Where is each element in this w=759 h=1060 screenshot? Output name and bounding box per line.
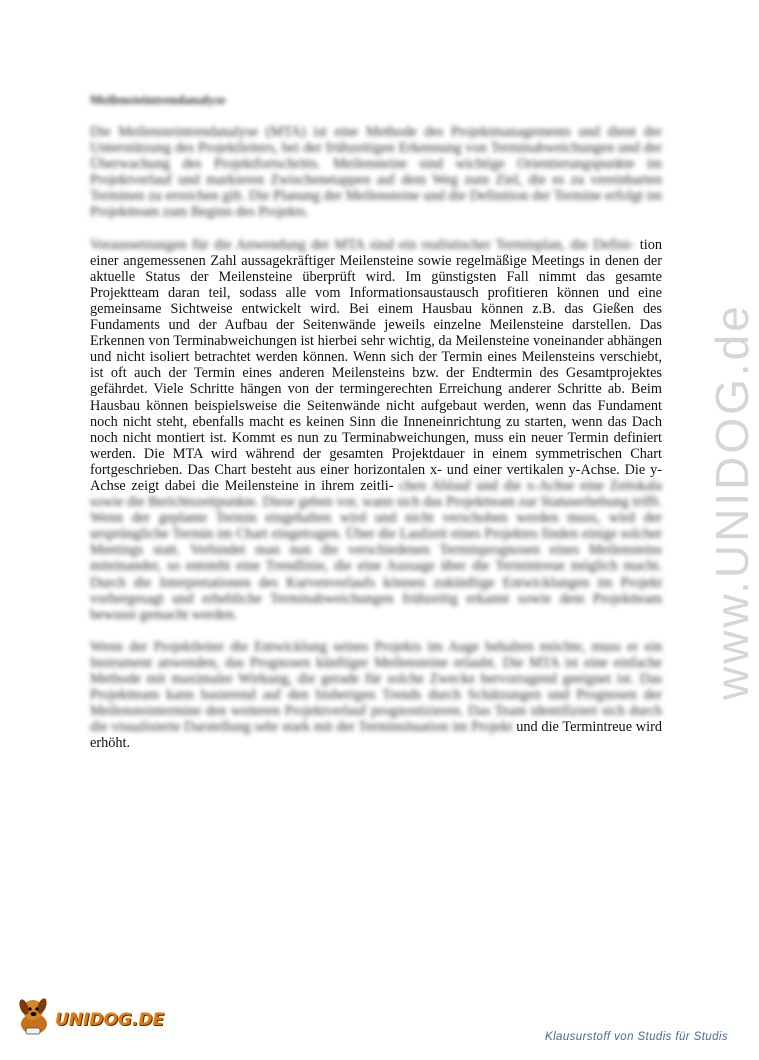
unidog-logo[interactable] (14, 992, 164, 1036)
paragraph-3 (90, 639, 662, 752)
dog-icon (14, 994, 52, 1036)
paragraph-2 (90, 237, 662, 623)
logo-text: UNIDOG.DE (55, 1010, 165, 1030)
paragraph-1-blurred-text: Die Meilensteintrendanalyse (MTA) ist eine Methode des Projektmanagements und dient der Unterstützung des Projektleiters, bei der frühzeitigen Erkennung von Terminabweichungen und der Überwachung des Projektfortschritts. Meilensteine sind wichtige Orientierungspunkte im Projektverlauf und markieren Zwischenetappen auf dem Weg zum Ziel, die es zu vereinbarten Terminen zu erreichen gilt. Die Planung der Meilensteine und die Definition der Termine erfolgt im Projektteam zum Beginn des Projekts. (90, 124, 662, 221)
footer-tagline: Klausurstoff von Studis für Studis (545, 1031, 728, 1043)
paragraph-2-blurred-end: chen Ablauf und die x-Achse eine Zeitskala sowie die Berichtszeitpunkte. Diese geben vor, wann sich das Projektteam zur Statuserhebung trifft. Wenn der geplante Termin eingehalten wird und nicht verschoben werden muss, wird der ursprüngliche Termin im Chart eingetragen. Über die Laufzeit eines Projektes finden einige solcher Meetings statt. Verbindet man nun die verschiedenen Terminprognosen eines Meilensteins miteinander, so entsteht eine Trendlinie, die eine Aussage über die Termintreue möglich macht. Durch die Interpretationen des Kurvenverlaufs können zukünftige Entwicklungen im Projekt vorhergesagt und erhebliche Terminabweichungen frühzeitig erkannt sowie dem Projektteam bewusst gemacht werden. (90, 477, 662, 623)
paragraph-1 (90, 124, 662, 221)
document-heading: Meilensteintrendanalyse (90, 92, 226, 107)
paragraph-2-blurred-start: Voraussetzungen für die Anwendung der MTA sind ein realistischer Terminplan, die Defini- (90, 236, 635, 253)
watermark: www.UNIDOG.de (706, 303, 758, 700)
document-body (90, 92, 662, 767)
paragraph-2-visible-text: tion einer angemessenen Zahl aussagekräftiger Meilensteine sowie regelmäßige Meetings in denen der aktuelle Status der Meilensteine überprüft wird. Im günstigsten Fall nimmt das gesamte Projektteam daran teil, sodass alle vom Informationsaustausch profitieren können und eine gemeinsame Sichtweise entwickelt wird. Bei einem Hausbau können z.B. das Gießen des Fundaments und der Aufbau der Seitenwände jeweils einzelne Meilensteine darstellen. Das Erkennen von Terminabweichungen ist hierbei sehr wichtig, da Meilensteine voneinander abhängen und nicht isoliert betrachtet werden können. Wenn sich der Termin eines Meilensteins verschiebt, ist oft auch der Termin eines anderen Meilensteins bzw. der Endtermin des Gesamtprojektes gefährdet. Viele Schritte hängen von der termingerechten Erreichung anderer Schritte ab. Beim Hausbau können beispielsweise die Seitenwände nicht aufgebaut werden, wenn das Fundament noch nicht steht, ebenfalls macht es keinen Sinn die Inneneinrichtung zu starten, wenn das Dach noch nicht montiert ist. Kommt es nun zu Terminabweichungen, muss ein neuer Termin definiert werden. Die MTA wird während der gesamten Projektdauer in einem symmetrischen Chart fortgeschrieben. Das Chart besteht aus einer horizontalen x- und einer vertikalen y-Achse. Die y-Achse zeigt dabei die Meilensteine in ihrem zeitli- (90, 236, 663, 494)
paragraph-3-visible-text: und die Termintreue wird erhöht. (90, 719, 663, 752)
paragraph-3-blurred-text: Wenn der Projektleiter die Entwicklung seines Projekts im Auge behalten möchte, muss er ein Instrument anwenden, das Prognosen künftiger Meilensteine erlaubt. Die MTA ist eine einfache Methode mit maximaler Wirkung, die gerade für solche Zwecke hervorragend geeignet ist. Das Projektteam kann basierend auf den bisherigen Trends durch Schätzungen und Prognosen der Meilensteintermine den weiteren Projektverlauf prognostizieren. Das Team identifiziert sich durch die visualisierte Darstellung sehr stark mit der Terminsituation im Projekt (90, 638, 662, 736)
